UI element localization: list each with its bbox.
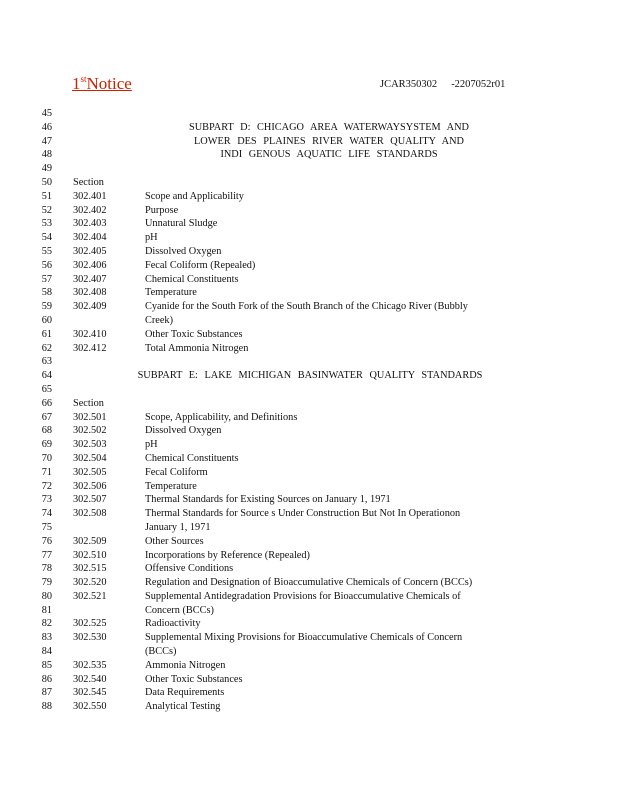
line-row <box>0 383 618 397</box>
notice-heading <box>72 74 132 94</box>
section-title: Purpose <box>145 204 179 216</box>
line-number: 70 <box>41 452 52 464</box>
line-row <box>0 176 618 190</box>
section-number: 302.410 <box>73 328 107 340</box>
section-title: Incorporations by Reference (Repealed) <box>145 549 310 561</box>
section-title: Total Ammonia Nitrogen <box>145 342 249 354</box>
line-number: 82 <box>41 618 52 630</box>
section-title: Fecal Coliform (Repealed) <box>145 259 256 271</box>
line-number: 57 <box>41 273 52 285</box>
line-row <box>0 659 618 673</box>
line-number: 68 <box>41 425 52 437</box>
section-title: Supplemental Antidegradation Provisions for Bioaccumulative Chemicals of <box>145 590 461 602</box>
line-number: 74 <box>41 508 52 520</box>
document-code: -2207052r01 <box>451 79 506 90</box>
section-number: 302.507 <box>73 494 107 506</box>
line-row <box>0 590 618 604</box>
line-number: 51 <box>41 190 52 202</box>
section-number: 302.525 <box>73 618 107 630</box>
line-row <box>0 286 618 300</box>
line-number: 53 <box>41 218 52 230</box>
line-row <box>0 397 618 411</box>
line-number: 81 <box>41 604 52 616</box>
line-number: 79 <box>41 577 52 589</box>
line-row <box>0 328 618 342</box>
line-number: 63 <box>41 356 52 368</box>
line-number: 80 <box>41 590 52 602</box>
section-number: 302.545 <box>73 687 107 699</box>
line-number: 66 <box>41 397 52 409</box>
line-number: 48 <box>41 149 52 161</box>
section-title: Other Sources <box>145 535 204 547</box>
line-row <box>0 535 618 549</box>
line-number: 73 <box>41 494 52 506</box>
section-column-heading: Section <box>73 397 104 409</box>
line-row <box>0 631 618 645</box>
line-row <box>0 686 618 700</box>
section-title: Chemical Constituents <box>145 452 239 464</box>
section-title: Supplemental Mixing Provisions for Bioaccumulative Chemicals of Concern <box>145 632 463 644</box>
line-number: 60 <box>41 314 52 326</box>
line-row <box>0 121 618 135</box>
section-number: 302.404 <box>73 232 107 244</box>
line-number: 88 <box>41 701 52 713</box>
section-number: 302.509 <box>73 535 107 547</box>
section-title: pH <box>145 232 158 244</box>
line-number: 65 <box>41 383 52 395</box>
line-row <box>0 604 618 618</box>
section-number: 302.403 <box>73 218 107 230</box>
subpart-heading: SUBPART D: CHICAGO AREA WATERWAYSYSTEM AND <box>188 121 469 133</box>
section-number: 302.535 <box>73 659 107 671</box>
line-number: 67 <box>41 411 52 423</box>
line-row <box>0 107 618 121</box>
section-column-heading: Section <box>73 176 104 188</box>
section-number: 302.506 <box>73 480 107 492</box>
line-number: 58 <box>41 287 52 299</box>
section-number: 302.412 <box>73 342 107 354</box>
line-row <box>0 507 618 521</box>
line-number: 55 <box>41 245 52 257</box>
section-number: 302.401 <box>73 190 107 202</box>
section-number: 302.510 <box>73 549 107 561</box>
subpart-heading: SUBPART E: LAKE MICHIGAN BASINWATER QUALITY STANDARDS <box>137 370 483 382</box>
line-number: 47 <box>41 135 52 147</box>
line-row <box>0 576 618 590</box>
section-number: 302.406 <box>73 259 107 271</box>
section-number: 302.520 <box>73 577 107 589</box>
line-number: 45 <box>41 108 52 119</box>
line-row <box>0 645 618 659</box>
section-title: Analytical Testing <box>145 701 221 713</box>
section-title: Radioactivity <box>145 618 201 630</box>
line-row <box>0 190 618 204</box>
section-number: 302.408 <box>73 287 107 299</box>
line-number: 72 <box>41 480 52 492</box>
notice-ordinal: 1 <box>72 74 81 93</box>
notice-ordinal-suffix: st <box>80 74 87 84</box>
line-number: 64 <box>41 370 52 382</box>
line-row <box>0 673 618 687</box>
section-title: Cyanide for the South Fork of the South Branch of the Chicago River (Bubbly <box>145 301 468 313</box>
line-row <box>0 549 618 563</box>
section-number: 302.550 <box>73 701 107 713</box>
line-row <box>0 355 618 369</box>
line-row <box>0 245 618 259</box>
line-number: 56 <box>41 259 52 271</box>
line-number: 75 <box>41 521 52 533</box>
section-number: 302.530 <box>73 632 107 644</box>
line-number: 59 <box>41 301 52 313</box>
section-title: Other Toxic Substances <box>145 328 243 340</box>
section-title: Regulation and Designation of Bioaccumulative Chemicals of Concern (BCCs) <box>145 577 473 589</box>
section-number: 302.505 <box>73 466 107 478</box>
line-number: 49 <box>41 163 52 175</box>
section-title: Thermal Standards for Existing Sources on January 1, 1971 <box>145 494 391 506</box>
section-number: 302.407 <box>73 273 107 285</box>
section-title: pH <box>145 439 158 451</box>
line-row <box>0 700 618 714</box>
section-number: 302.405 <box>73 245 107 257</box>
numbered-lines <box>0 107 618 714</box>
line-number: 77 <box>41 549 52 561</box>
line-row <box>0 411 618 425</box>
line-row <box>0 493 618 507</box>
line-row <box>0 521 618 535</box>
line-number: 62 <box>41 342 52 354</box>
line-row <box>0 438 618 452</box>
section-title: Temperature <box>145 287 197 299</box>
document-id <box>380 79 505 90</box>
line-number: 54 <box>41 232 52 244</box>
section-title: January 1, 1971 <box>145 521 211 533</box>
section-number: 302.402 <box>73 204 107 216</box>
section-title: Fecal Coliform <box>145 466 208 478</box>
section-number: 302.504 <box>73 452 107 464</box>
line-row <box>0 617 618 631</box>
notice-label: Notice <box>86 74 132 93</box>
section-title: Other Toxic Substances <box>145 673 243 685</box>
line-row <box>0 369 618 383</box>
line-row <box>0 231 618 245</box>
line-number: 52 <box>41 204 52 216</box>
section-number: 302.540 <box>73 673 107 685</box>
line-number: 76 <box>41 535 52 547</box>
jcar-number: JCAR350302 <box>380 79 438 90</box>
line-row <box>0 204 618 218</box>
line-row <box>0 273 618 287</box>
section-title: Scope and Applicability <box>145 190 244 202</box>
section-title: Temperature <box>145 480 197 492</box>
line-number: 87 <box>41 687 52 699</box>
line-number: 85 <box>41 659 52 671</box>
line-number: 61 <box>41 328 52 340</box>
section-number: 302.409 <box>73 301 107 313</box>
line-row <box>0 424 618 438</box>
subpart-heading: INDI GENOUS AQUATIC LIFE STANDARDS <box>220 149 438 161</box>
line-number: 69 <box>41 439 52 451</box>
line-row <box>0 452 618 466</box>
line-row <box>0 300 618 314</box>
section-number: 302.503 <box>73 439 107 451</box>
line-row <box>0 562 618 576</box>
line-row <box>0 217 618 231</box>
line-number: 50 <box>41 176 52 188</box>
section-title: Data Requirements <box>145 687 225 699</box>
line-number: 84 <box>41 646 52 658</box>
line-number: 46 <box>41 121 52 133</box>
line-number: 71 <box>41 466 52 478</box>
line-row <box>0 314 618 328</box>
section-title: Offensive Conditions <box>145 563 234 575</box>
line-number: 78 <box>41 563 52 575</box>
section-title: Dissolved Oxygen <box>145 425 222 437</box>
section-number: 302.501 <box>73 411 107 423</box>
line-row <box>0 259 618 273</box>
section-title: Concern (BCCs) <box>145 604 214 616</box>
section-title: (BCCs) <box>145 646 177 658</box>
section-number: 302.521 <box>73 590 107 602</box>
section-number: 302.508 <box>73 508 107 520</box>
section-title: Ammonia Nitrogen <box>145 659 226 671</box>
section-title: Creek) <box>145 314 174 326</box>
section-number: 302.502 <box>73 425 107 437</box>
section-number: 302.515 <box>73 563 107 575</box>
subpart-heading: LOWER DES PLAINES RIVER WATER QUALITY AND <box>194 135 464 147</box>
line-row <box>0 466 618 480</box>
line-row <box>0 148 618 162</box>
line-row <box>0 135 618 149</box>
line-row <box>0 162 618 176</box>
section-title: Dissolved Oxygen <box>145 245 222 257</box>
line-row <box>0 480 618 494</box>
section-title: Chemical Constituents <box>145 273 239 285</box>
line-number: 86 <box>41 673 52 685</box>
section-title: Thermal Standards for Source s Under Construction But Not In Operationon <box>145 508 461 520</box>
line-number: 83 <box>41 632 52 644</box>
section-title: Unnatural Sludge <box>145 218 218 230</box>
section-title: Scope, Applicability, and Definitions <box>145 411 298 423</box>
line-row <box>0 342 618 356</box>
